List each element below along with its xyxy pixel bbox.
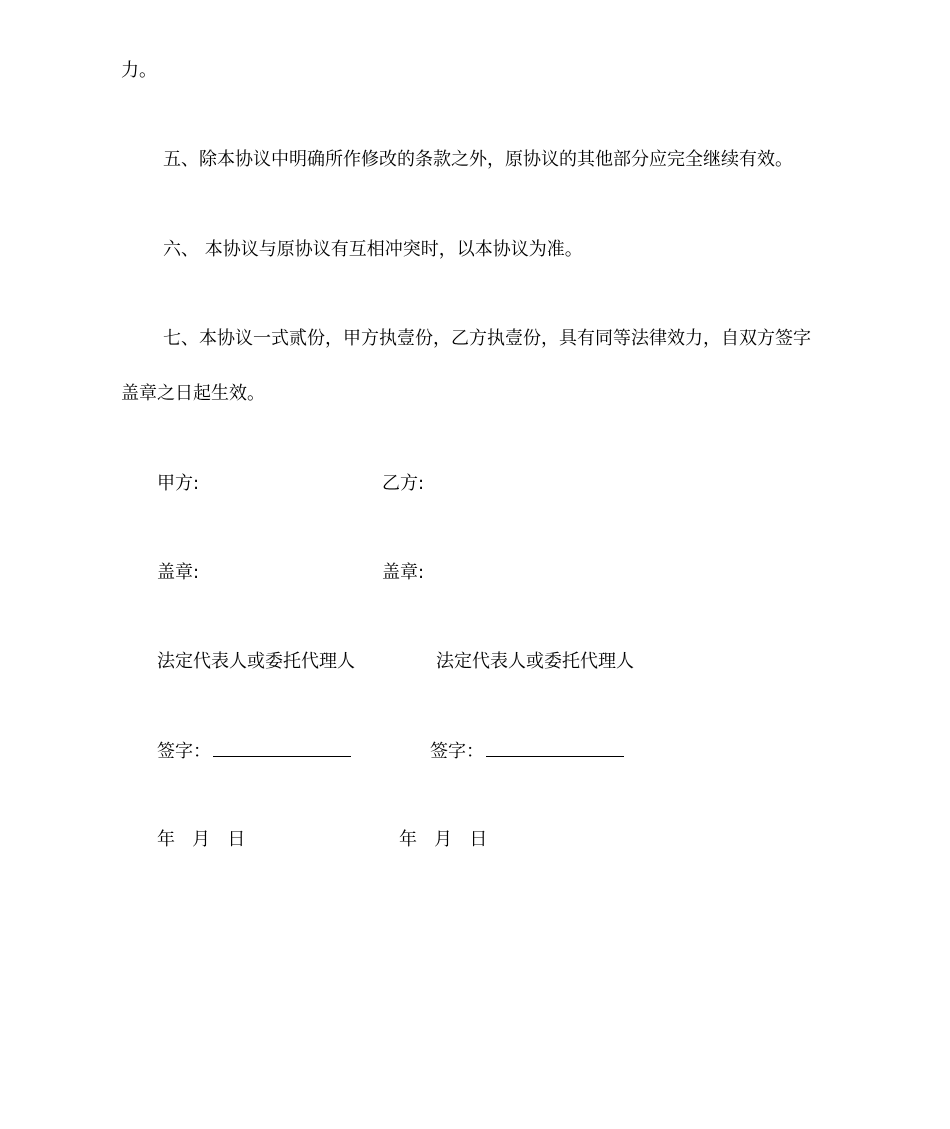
party-b-date-label: 年 月 日 (399, 829, 488, 850)
party-a-seal-label: 盖章: (157, 562, 200, 583)
clause-7-line-2: 盖章之日起生效。 (121, 383, 265, 404)
clause-5: 五、除本协议中明确所作修改的条款之外，原协议的其他部分应完全继续有效。 (163, 149, 793, 170)
party-b-representative-label: 法定代表人或委托代理人 (436, 651, 634, 672)
clause-6: 六、 本协议与原协议有互相冲突时，以本协议为准。 (163, 239, 583, 260)
party-a-sign-row (157, 742, 351, 761)
party-a-sign-label: 签字： (157, 741, 211, 762)
party-b-label: 乙方: (382, 473, 425, 494)
party-b-sign-label: 签字： (430, 741, 484, 762)
party-b-seal-label: 盖章: (382, 562, 425, 583)
paragraph-4-tail: 力。 (121, 60, 157, 81)
party-b-sign-row (430, 742, 624, 761)
clause-7-line-1: 七、本协议一式贰份，甲方执壹份，乙方执壹份，具有同等法律效力，自双方签字 (163, 328, 811, 349)
party-b-signature-line[interactable] (486, 742, 624, 757)
party-a-representative-label: 法定代表人或委托代理人 (157, 651, 355, 672)
party-a-date-label: 年 月 日 (157, 829, 246, 850)
party-a-label: 甲方: (157, 473, 200, 494)
party-a-signature-line[interactable] (213, 742, 351, 757)
